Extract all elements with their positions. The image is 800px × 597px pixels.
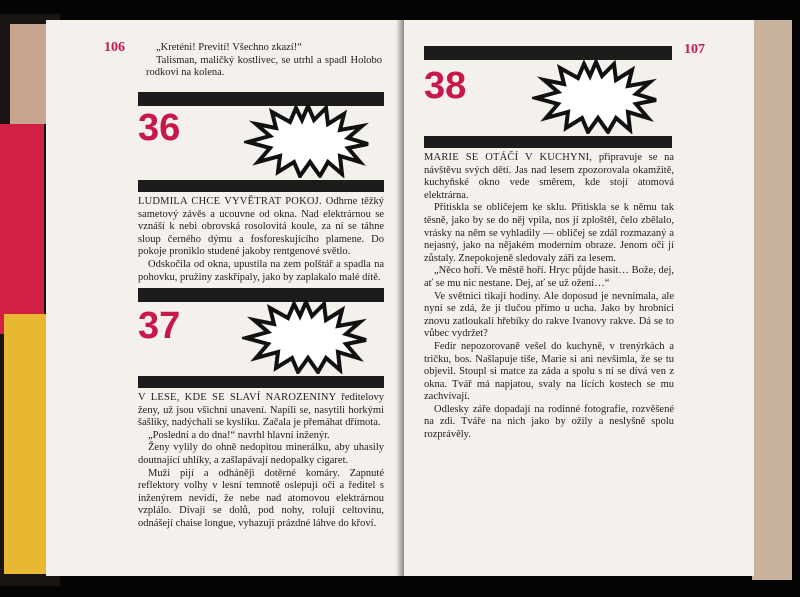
chapter-lead: MARIE SE OTÁČÍ V KUCHYNI,	[424, 152, 593, 163]
chapter-lead: V LESE, KDE SE SLAVÍ NAROZENINY	[138, 392, 337, 403]
paragraph: připravuje se na návštěvu svých dětí. Jas nad lesem zpozorovala okamžitě, kuchyňské okno vede směrem, kde stojí atomová elektrárna.	[424, 152, 674, 201]
chapter-number: 38	[424, 65, 467, 107]
chapter-38-text	[424, 152, 674, 442]
page-number: 107	[684, 42, 705, 57]
starburst-icon	[532, 60, 660, 134]
cover-decoration	[0, 124, 44, 334]
text-line: Talisman, maličký kostlivec, se utrhl a spadl Holobo rodkovi na kolena.	[146, 54, 382, 79]
chapter-bar-bottom	[138, 180, 384, 192]
cover-decoration	[10, 24, 48, 124]
paragraph: Ženy vylily do ohně nedopitou minerálku, aby uhasily doutnající uhlíky, a zašlapávají nedopalky cigaret.	[138, 442, 384, 466]
chapter-bar-top	[424, 46, 672, 60]
page-number: 106	[104, 40, 125, 55]
paragraph: Ve světnici tikají hodiny. Ale doposud je nevnímala, ale nyní se zdá, že jí tlučou přímo u ucha. Jako by hrobníci znovu zatloukali hřebíky do rakve Ivanovy rakve. Dá se to vůbec vydržet?	[424, 290, 674, 340]
chapter-35-ending	[146, 42, 382, 80]
chapter-number: 36	[138, 107, 181, 149]
chapter-36-text	[138, 196, 384, 284]
paragraph: Přitiskla se obličejem ke sklu. Přitiskla se k němu tak těsně, jako by se do něj vpila, nos jí zploštěl, čelo zbělalo, vrásky na něm se vyhladily — obličej se zdál rozmazaný a nejasný, jako na nějakém moderním obraze. Jenom oči jí zůstaly. Znepokojeně sledovaly záři za lesem.	[424, 202, 674, 264]
paragraph: „Poslední a do dna!“ navrhl hlavní inženýr.	[148, 429, 330, 441]
book-cover-right	[752, 20, 792, 580]
starburst-icon	[242, 300, 370, 374]
left-page	[46, 20, 402, 576]
chapter-number: 37	[138, 305, 181, 347]
chapter-bar-bottom	[138, 376, 384, 388]
chapter-37-text	[138, 392, 384, 531]
chapter-bar-bottom	[424, 136, 672, 148]
paragraph: Odskočila od okna, upustila na zem polštář a spadla na pohovku, pružiny zaskřípaly, jako by zaplakalo malé dítě.	[138, 258, 384, 283]
right-page	[404, 20, 754, 576]
starburst-icon	[244, 104, 372, 178]
paragraph: ředitelovy ženy, už jsou všichni unavení. Napili se, nasytili horkými šašliky, nadýchali se kyslíku. Začala je přemáhat dřímota.	[138, 392, 384, 429]
paragraph: Odlesky záře dopadají na rodinné fotografie, rozvěšené na zdi. Tváře na nich jako by ožily a neslyšně spolu rozprávěly.	[424, 403, 674, 441]
paragraph: Muži pijí a odháněji dotěrné komáry. Zapnuté reflektory volhy v lesní temnotě oslepují oči a ředitel s inženýrem nevidí, že nebe nad atomovou elektrárnou vzplálo. Dívají se dolů, pod nohy, rolují celtovinu, odnášejí chaise longue, vyhazují prázdné láhve do křoví.	[138, 467, 384, 529]
paragraph: Fedir nepozorovaně vešel do kuchyně, v trenýrkách a tričku, bos. Našlapuje tiše, Marie si ani nevšimla, že se tu objevil. Stoupl si matce za záda a spolu s ní se dívá ven z okna. Tvář má napjatou, svaly na lících kostech se mu zachvívají.	[424, 340, 674, 403]
text-line: „Kreténi! Prevití! Všechno zkazí!“	[156, 42, 302, 53]
paragraph: Odhrne těžký sametový závěs a ucouvne od okna. Nad elektrárnou se vznáší k nebi obrovská rosolovitá koule, za ní se táhne sloup černého dýmu a fosforeskujícího plamene. Do pokoje proniklo studené jakoby rentgenové světlo.	[138, 196, 384, 258]
paragraph: „Něco hoří. Ve městě hoří. Hryc půjde hasit… Bože, dej, ať se mu nic nestane. Dej, ať se už ožení…“	[424, 265, 674, 289]
chapter-lead: LUDMILA CHCE VYVĚTRAT POKOJ.	[138, 196, 322, 207]
